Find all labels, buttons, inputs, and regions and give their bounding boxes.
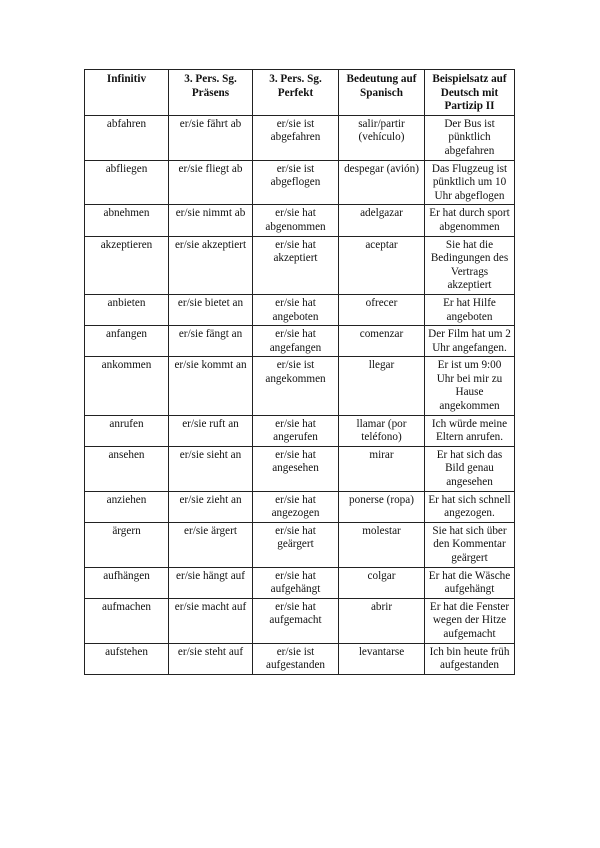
cell-perfekt: er/sie ist abgeflogen bbox=[253, 160, 339, 205]
cell-praesens: er/sie bietet an bbox=[169, 294, 253, 325]
table-row bbox=[85, 491, 515, 522]
table-row bbox=[85, 205, 515, 236]
table-row bbox=[85, 567, 515, 598]
cell-praesens: er/sie nimmt ab bbox=[169, 205, 253, 236]
cell-perfekt: er/sie ist aufgestanden bbox=[253, 643, 339, 674]
cell-beispielsatz: Ich würde meine Eltern anrufen. bbox=[425, 415, 515, 446]
cell-perfekt: er/sie hat aufgehängt bbox=[253, 567, 339, 598]
cell-beispielsatz: Sie hat die Bedingungen des Vertrags akzeptiert bbox=[425, 236, 515, 294]
cell-praesens: er/sie akzeptiert bbox=[169, 236, 253, 294]
cell-beispielsatz: Der Bus ist pünktlich abgefahren bbox=[425, 115, 515, 160]
cell-beispielsatz: Der Film hat um 2 Uhr angefangen. bbox=[425, 326, 515, 357]
table-row bbox=[85, 522, 515, 567]
cell-praesens: er/sie zieht an bbox=[169, 491, 253, 522]
cell-infinitiv: abfliegen bbox=[85, 160, 169, 205]
cell-praesens: er/sie sieht an bbox=[169, 446, 253, 491]
cell-spanisch: ponerse (ropa) bbox=[339, 491, 425, 522]
cell-beispielsatz: Er hat sich das Bild genau angesehen bbox=[425, 446, 515, 491]
cell-spanisch: salir/partir (vehículo) bbox=[339, 115, 425, 160]
cell-praesens: er/sie fängt an bbox=[169, 326, 253, 357]
cell-perfekt: er/sie hat angeboten bbox=[253, 294, 339, 325]
cell-infinitiv: aufhängen bbox=[85, 567, 169, 598]
cell-praesens: er/sie hängt auf bbox=[169, 567, 253, 598]
cell-infinitiv: anrufen bbox=[85, 415, 169, 446]
table-row bbox=[85, 236, 515, 294]
cell-beispielsatz: Er hat die Fenster wegen der Hitze aufgemacht bbox=[425, 598, 515, 643]
cell-perfekt: er/sie ist angekommen bbox=[253, 357, 339, 415]
header-perfekt: 3. Pers. Sg. Perfekt bbox=[253, 70, 339, 116]
cell-beispielsatz: Er hat durch sport abgenommen bbox=[425, 205, 515, 236]
cell-infinitiv: ankommen bbox=[85, 357, 169, 415]
cell-beispielsatz: Er hat sich schnell angezogen. bbox=[425, 491, 515, 522]
cell-beispielsatz: Er hat die Wäsche aufgehängt bbox=[425, 567, 515, 598]
table-row bbox=[85, 643, 515, 674]
cell-spanisch: aceptar bbox=[339, 236, 425, 294]
cell-spanisch: mirar bbox=[339, 446, 425, 491]
cell-spanisch: colgar bbox=[339, 567, 425, 598]
header-infinitiv: Infinitiv bbox=[85, 70, 169, 116]
cell-beispielsatz: Er hat Hilfe angeboten bbox=[425, 294, 515, 325]
cell-perfekt: er/sie ist abgefahren bbox=[253, 115, 339, 160]
cell-spanisch: llamar (por teléfono) bbox=[339, 415, 425, 446]
cell-infinitiv: anbieten bbox=[85, 294, 169, 325]
cell-beispielsatz: Ich bin heute früh aufgestanden bbox=[425, 643, 515, 674]
cell-praesens: er/sie fliegt ab bbox=[169, 160, 253, 205]
cell-praesens: er/sie ruft an bbox=[169, 415, 253, 446]
table-row bbox=[85, 446, 515, 491]
table-row bbox=[85, 294, 515, 325]
cell-infinitiv: akzeptieren bbox=[85, 236, 169, 294]
cell-perfekt: er/sie hat geärgert bbox=[253, 522, 339, 567]
table-row bbox=[85, 357, 515, 415]
table-row bbox=[85, 598, 515, 643]
cell-perfekt: er/sie hat akzeptiert bbox=[253, 236, 339, 294]
cell-infinitiv: ärgern bbox=[85, 522, 169, 567]
table-row bbox=[85, 160, 515, 205]
cell-beispielsatz: Er ist um 9:00 Uhr bei mir zu Hause angekommen bbox=[425, 357, 515, 415]
cell-praesens: er/sie ärgert bbox=[169, 522, 253, 567]
cell-spanisch: molestar bbox=[339, 522, 425, 567]
cell-perfekt: er/sie hat angezogen bbox=[253, 491, 339, 522]
cell-perfekt: er/sie hat angefangen bbox=[253, 326, 339, 357]
cell-infinitiv: abfahren bbox=[85, 115, 169, 160]
cell-perfekt: er/sie hat angerufen bbox=[253, 415, 339, 446]
cell-spanisch: despegar (avión) bbox=[339, 160, 425, 205]
header-praesens: 3. Pers. Sg. Präsens bbox=[169, 70, 253, 116]
cell-beispielsatz: Sie hat sich über den Kommentar geärgert bbox=[425, 522, 515, 567]
table-row bbox=[85, 415, 515, 446]
cell-perfekt: er/sie hat aufgemacht bbox=[253, 598, 339, 643]
cell-spanisch: llegar bbox=[339, 357, 425, 415]
cell-infinitiv: anziehen bbox=[85, 491, 169, 522]
cell-praesens: er/sie kommt an bbox=[169, 357, 253, 415]
cell-perfekt: er/sie hat angesehen bbox=[253, 446, 339, 491]
cell-spanisch: levantarse bbox=[339, 643, 425, 674]
cell-beispielsatz: Das Flugzeug ist pünktlich um 10 Uhr abgeflogen bbox=[425, 160, 515, 205]
cell-praesens: er/sie steht auf bbox=[169, 643, 253, 674]
cell-infinitiv: ansehen bbox=[85, 446, 169, 491]
header-beispielsatz: Beispielsatz auf Deutsch mit Partizip II bbox=[425, 70, 515, 116]
cell-spanisch: adelgazar bbox=[339, 205, 425, 236]
cell-spanisch: ofrecer bbox=[339, 294, 425, 325]
cell-praesens: er/sie fährt ab bbox=[169, 115, 253, 160]
verb-table bbox=[84, 69, 515, 675]
table-row bbox=[85, 115, 515, 160]
cell-praesens: er/sie macht auf bbox=[169, 598, 253, 643]
cell-infinitiv: aufstehen bbox=[85, 643, 169, 674]
cell-spanisch: comenzar bbox=[339, 326, 425, 357]
cell-spanisch: abrir bbox=[339, 598, 425, 643]
table-row bbox=[85, 326, 515, 357]
header-spanisch: Bedeutung auf Spanisch bbox=[339, 70, 425, 116]
cell-infinitiv: anfangen bbox=[85, 326, 169, 357]
table-header-row bbox=[85, 70, 515, 116]
cell-infinitiv: aufmachen bbox=[85, 598, 169, 643]
cell-perfekt: er/sie hat abgenommen bbox=[253, 205, 339, 236]
cell-infinitiv: abnehmen bbox=[85, 205, 169, 236]
